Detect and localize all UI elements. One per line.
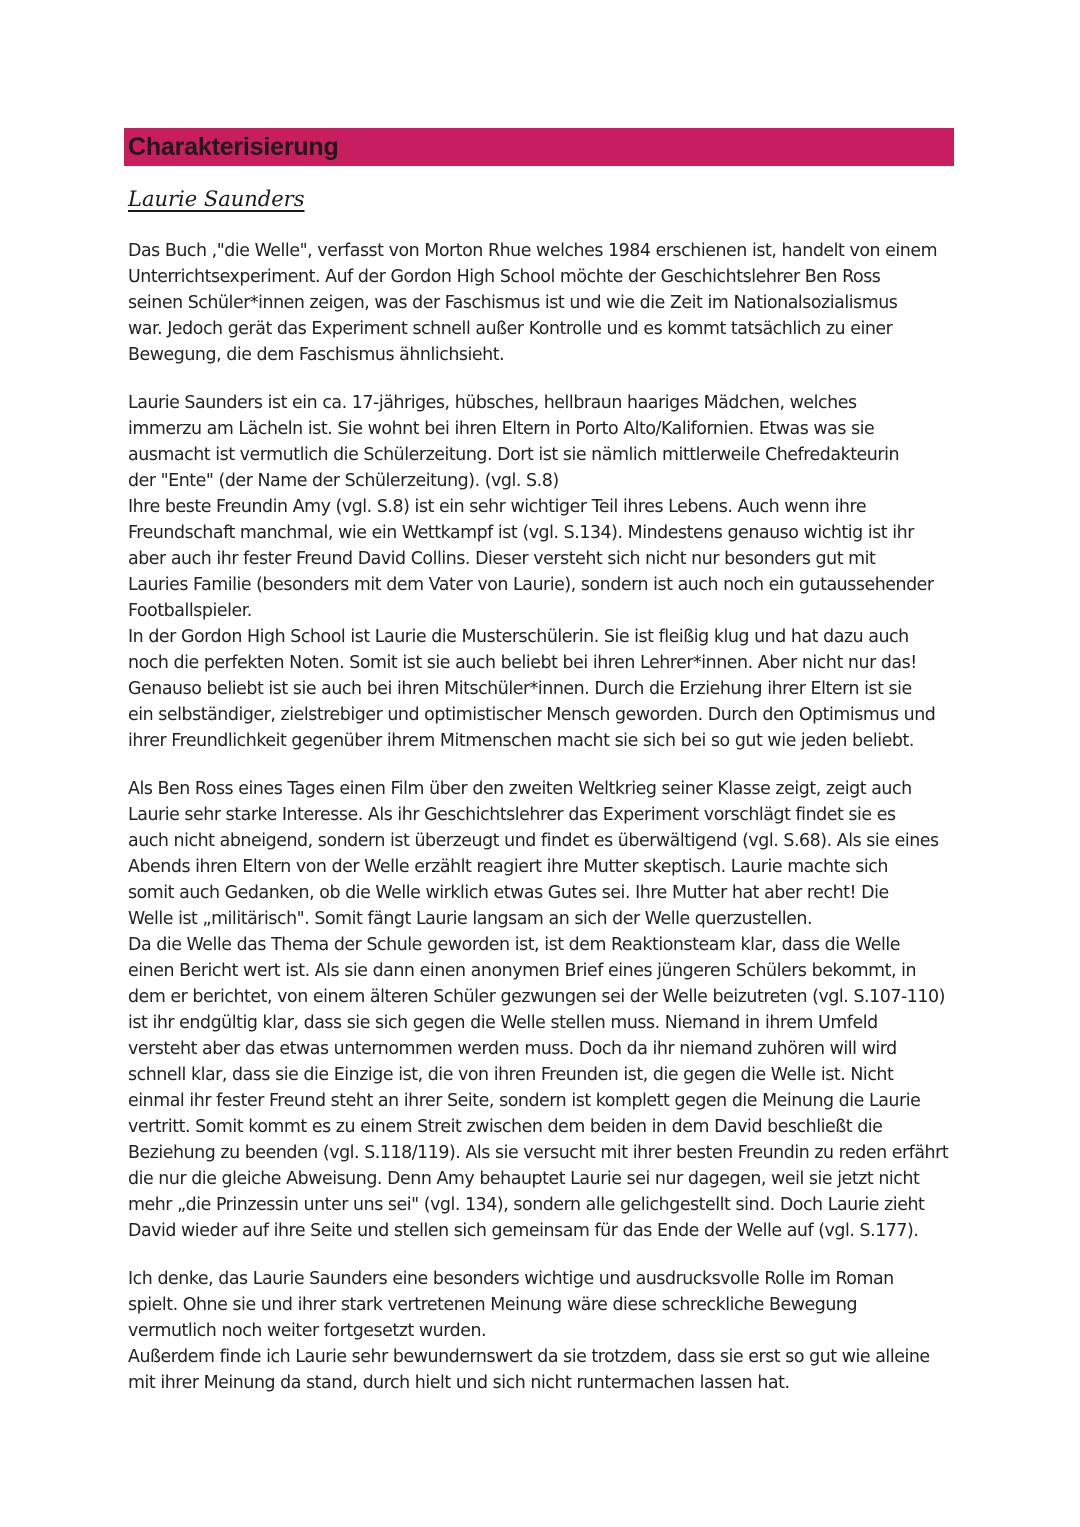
- text-line: ein selbständiger, zielstrebiger und optimistischer Mensch geworden. Durch den Optimismus und: [128, 705, 936, 725]
- page-title: Charakterisierung: [128, 133, 339, 161]
- text-line: vertritt. Somit kommt es zu einem Streit zwischen dem beiden in dem David beschließt die: [128, 1117, 883, 1137]
- text-line: Unterrichtsexperiment. Auf der Gordon High School möchte der Geschichtslehrer Ben Ross: [128, 267, 881, 287]
- text-line: Laurie sehr starke Interesse. Als ihr Geschichtslehrer das Experiment vorschlägt findet sie es: [128, 805, 896, 825]
- text-line: ist ihr endgültig klar, dass sie sich gegen die Welle stellen muss. Niemand in ihrem Umfeld: [128, 1013, 878, 1033]
- text-line: spielt. Ohne sie und ihrer stark vertretenen Meinung wäre diese schreckliche Bewegung: [128, 1295, 858, 1315]
- text-line: Da die Welle das Thema der Schule geworden ist, ist dem Reaktionsteam klar, dass die Welle: [128, 935, 900, 955]
- text-line: Footballspieler.: [128, 601, 252, 621]
- body-text: [128, 238, 958, 1396]
- text-line: Beziehung zu beenden (vgl. S.118/119). Als sie versucht mit ihrer besten Freundin zu reden erfährt: [128, 1143, 949, 1163]
- text-line: Abends ihren Eltern von der Welle erzählt reagiert ihre Mutter skeptisch. Laurie machte sich: [128, 857, 888, 877]
- text-line: der "Ente" (der Name der Schülerzeitung). (vgl. S.8): [128, 471, 559, 491]
- text-line: Lauries Familie (besonders mit dem Vater von Laurie), sondern ist auch noch ein gutaussehender: [128, 575, 934, 595]
- text-line: Das Buch ,"die Welle", verfasst von Morton Rhue welches 1984 erschienen ist, handelt von einem: [128, 241, 938, 261]
- text-line: seinen Schüler*innen zeigen, was der Faschismus ist und wie die Zeit im Nationalsozialismus: [128, 293, 898, 313]
- paragraph: [128, 1266, 958, 1344]
- paragraph: [128, 390, 958, 494]
- text-line: In der Gordon High School ist Laurie die Musterschülerin. Sie ist fleißig klug und hat dazu auch: [128, 627, 909, 647]
- text-line: Welle ist „militärisch". Somit fängt Laurie langsam an sich der Welle querzustellen.: [128, 909, 813, 929]
- paragraph: [128, 494, 958, 624]
- paragraph: [128, 932, 958, 1244]
- text-line: dem er berichtet, von einem älteren Schüler gezwungen sei der Welle beizutreten (vgl. S.107-110): [128, 987, 945, 1007]
- text-line: Außerdem finde ich Laurie sehr bewundernswert da sie trotzdem, dass sie erst so gut wie alleine: [128, 1347, 930, 1367]
- text-line: Ich denke, das Laurie Saunders eine besonders wichtige und ausdrucksvolle Rolle im Roman: [128, 1269, 894, 1289]
- text-line: mit ihrer Meinung da stand, durch hielt und sich nicht runtermachen lassen hat.: [128, 1373, 790, 1393]
- text-line: Freundschaft manchmal, wie ein Wettkampf ist (vgl. S.134). Mindestens genauso wichtig ist ihr: [128, 523, 914, 543]
- text-line: ausmacht ist vermutlich die Schülerzeitung. Dort ist sie nämlich mittlerweile Chefredakteurin: [128, 445, 900, 465]
- text-line: Laurie Saunders ist ein ca. 17-jähriges, hübsches, hellbraun haariges Mädchen, welches: [128, 393, 857, 413]
- paragraph: [128, 1344, 958, 1396]
- text-line: war. Jedoch gerät das Experiment schnell außer Kontrolle und es kommt tatsächlich zu einer: [128, 319, 893, 339]
- text-line: einen Bericht wert ist. Als sie dann einen anonymen Brief eines jüngeren Schülers bekommt, in: [128, 961, 917, 981]
- text-line: David wieder auf ihre Seite und stellen sich gemeinsam für das Ende der Welle auf (vgl. S.177).: [128, 1221, 919, 1241]
- text-line: immerzu am Lächeln ist. Sie wohnt bei ihren Eltern in Porto Alto/Kalifornien. Etwas was sie: [128, 419, 875, 439]
- text-line: schnell klar, dass sie die Einzige ist, die von ihren Freunden ist, die gegen die Welle ist. Nicht: [128, 1065, 894, 1085]
- text-line: Ihre beste Freundin Amy (vgl. S.8) ist ein sehr wichtiger Teil ihres Lebens. Auch wenn ihre: [128, 497, 867, 517]
- text-line: auch nicht abneigend, sondern ist überzeugt und findet es überwältigend (vgl. S.68). Als sie eines: [128, 831, 939, 851]
- paragraph: [128, 238, 958, 368]
- text-line: die nur die gleiche Abweisung. Denn Amy behauptet Laurie sei nur dagegen, weil sie jetzt nicht: [128, 1169, 920, 1189]
- text-line: aber auch ihr fester Freund David Collins. Dieser versteht sich nicht nur besonders gut mit: [128, 549, 876, 569]
- text-line: versteht aber das etwas unternommen werden muss. Doch da ihr niemand zuhören will wird: [128, 1039, 897, 1059]
- text-line: einmal ihr fester Freund steht an ihrer Seite, sondern ist komplett gegen die Meinung die Laurie: [128, 1091, 921, 1111]
- text-line: mehr „die Prinzessin unter uns sei" (vgl. 134), sondern alle gelichgestellt sind. Doch Laurie zieht: [128, 1195, 925, 1215]
- text-line: Als Ben Ross eines Tages einen Film über den zweiten Weltkrieg seiner Klasse zeigt, zeigt auch: [128, 779, 912, 799]
- paragraph: [128, 776, 958, 932]
- text-line: Bewegung, die dem Faschismus ähnlichsieht.: [128, 345, 505, 365]
- heading-bar: [124, 128, 954, 166]
- text-line: somit auch Gedanken, ob die Welle wirklich etwas Gutes sei. Ihre Mutter hat aber recht! Die: [128, 883, 889, 903]
- text-line: noch die perfekten Noten. Somit ist sie auch beliebt bei ihren Lehrer*innen. Aber nicht nur das!: [128, 653, 917, 673]
- paragraph: [128, 624, 958, 754]
- subtitle: Laurie Saunders: [128, 187, 305, 211]
- text-line: ihrer Freundlichkeit gegenüber ihrem Mitmenschen macht sie sich bei so gut wie jeden beliebt.: [128, 731, 914, 751]
- text-line: vermutlich noch weiter fortgesetzt wurden.: [128, 1321, 487, 1341]
- text-line: Genauso beliebt ist sie auch bei ihren Mitschüler*innen. Durch die Erziehung ihrer Eltern ist sie: [128, 679, 912, 699]
